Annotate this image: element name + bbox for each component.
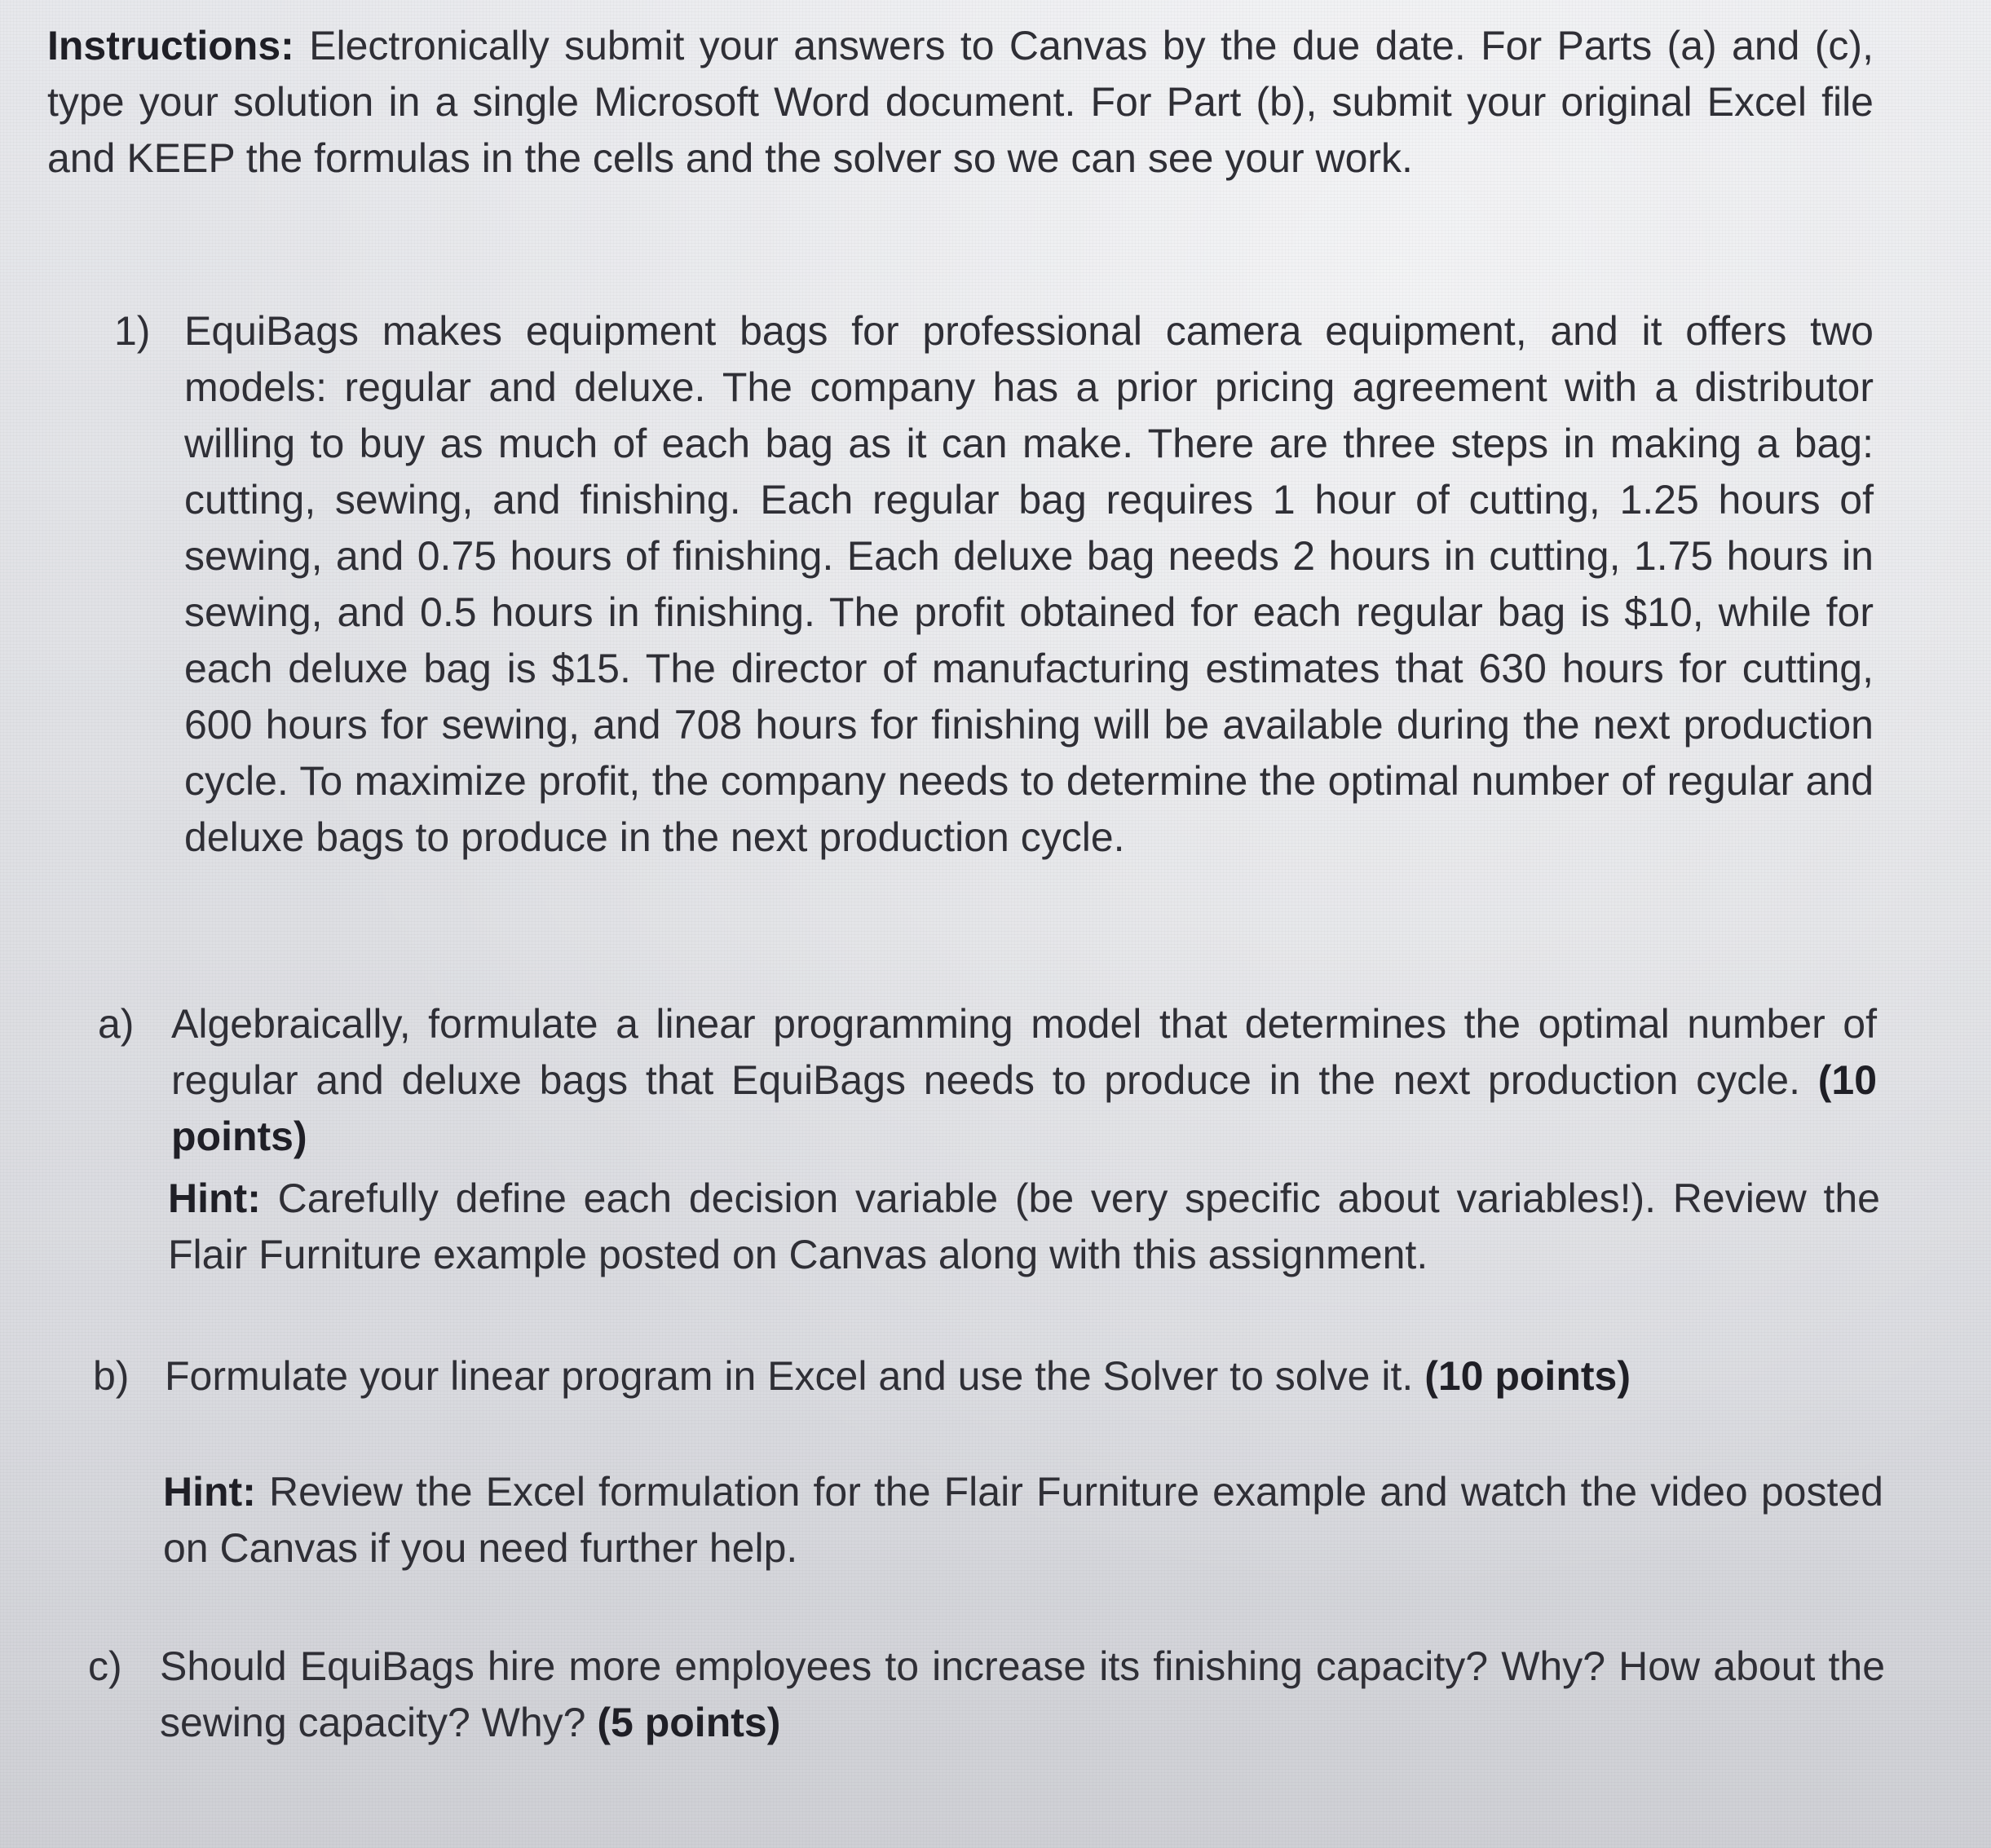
part-b-text: Formulate your linear program in Excel and use the Solver to solve it. (165, 1353, 1414, 1399)
question-1-text: EquiBags makes equipment bags for professional camera equipment, and it offers two models: regular and deluxe. The company has a prior pricing agreement with a distributor willing to buy as much of each bag as it can make. There are three steps in making a bag: cutting, sewing, and finishing. Each regular bag requires 1 hour of cutting, 1.25 hours of sewing, and 0.75 hours of finishing. Each deluxe bag needs 2 hours in cutting, 1.75 hours in sewing, and 0.5 hours in finishing. The profit obtained for each regular bag is $10, while for each deluxe bag is $15. The director of manufacturing estimates that 630 hours for cutting, 600 hours for sewing, and 708 hours for finishing will be available during the next production cycle. To maximize profit, the company needs to determine the optimal number of regular and deluxe bags to produce in the next production cycle. (184, 308, 1874, 860)
part-c-text: Should EquiBags hire more employees to increase its finishing capacity? Why? How about the sewing capacity? Why? (160, 1643, 1885, 1745)
instructions-paragraph (47, 18, 1874, 187)
part-a-hint (168, 1171, 1880, 1283)
part-a-hint-label: Hint: (168, 1175, 261, 1221)
part-c-points: (5 points) (597, 1700, 781, 1745)
part-b-hint-label: Hint: (163, 1469, 256, 1515)
part-b-hint-text: Review the Excel formulation for the Flair Furniture example and watch the video posted on Canvas if you need further help. (163, 1469, 1883, 1571)
instructions-text: Electronically submit your answers to Canvas by the due date. For Parts (a) and (c), type your solution in a single Microsoft Word document. For Part (b), submit your original Excel file and KEEP the formulas in the cells and the solver so we can see your work. (47, 23, 1874, 181)
part-a-hint-text: Carefully define each decision variable (be very specific about variables!). Review the Flair Furniture example posted on Canvas along with this assignment. (168, 1175, 1880, 1277)
part-a-question (171, 996, 1877, 1165)
part-c-marker: c) (88, 1643, 122, 1689)
part-a-text: Algebraically, formulate a linear programming model that determines the optimal number of regular and deluxe bags that EquiBags needs to produce in the next production cycle. (171, 1001, 1877, 1103)
part-a-points: (10 points) (171, 1057, 1877, 1159)
part-b-hint (163, 1464, 1883, 1577)
part-b-points: (10 points) (1424, 1353, 1631, 1399)
instructions-label: Instructions: (47, 23, 294, 68)
question-1-number: 1) (114, 308, 151, 354)
part-b-question (165, 1348, 1877, 1405)
part-a-marker: a) (98, 1001, 135, 1047)
part-b-marker: b) (93, 1353, 130, 1399)
part-c-question (160, 1639, 1885, 1751)
